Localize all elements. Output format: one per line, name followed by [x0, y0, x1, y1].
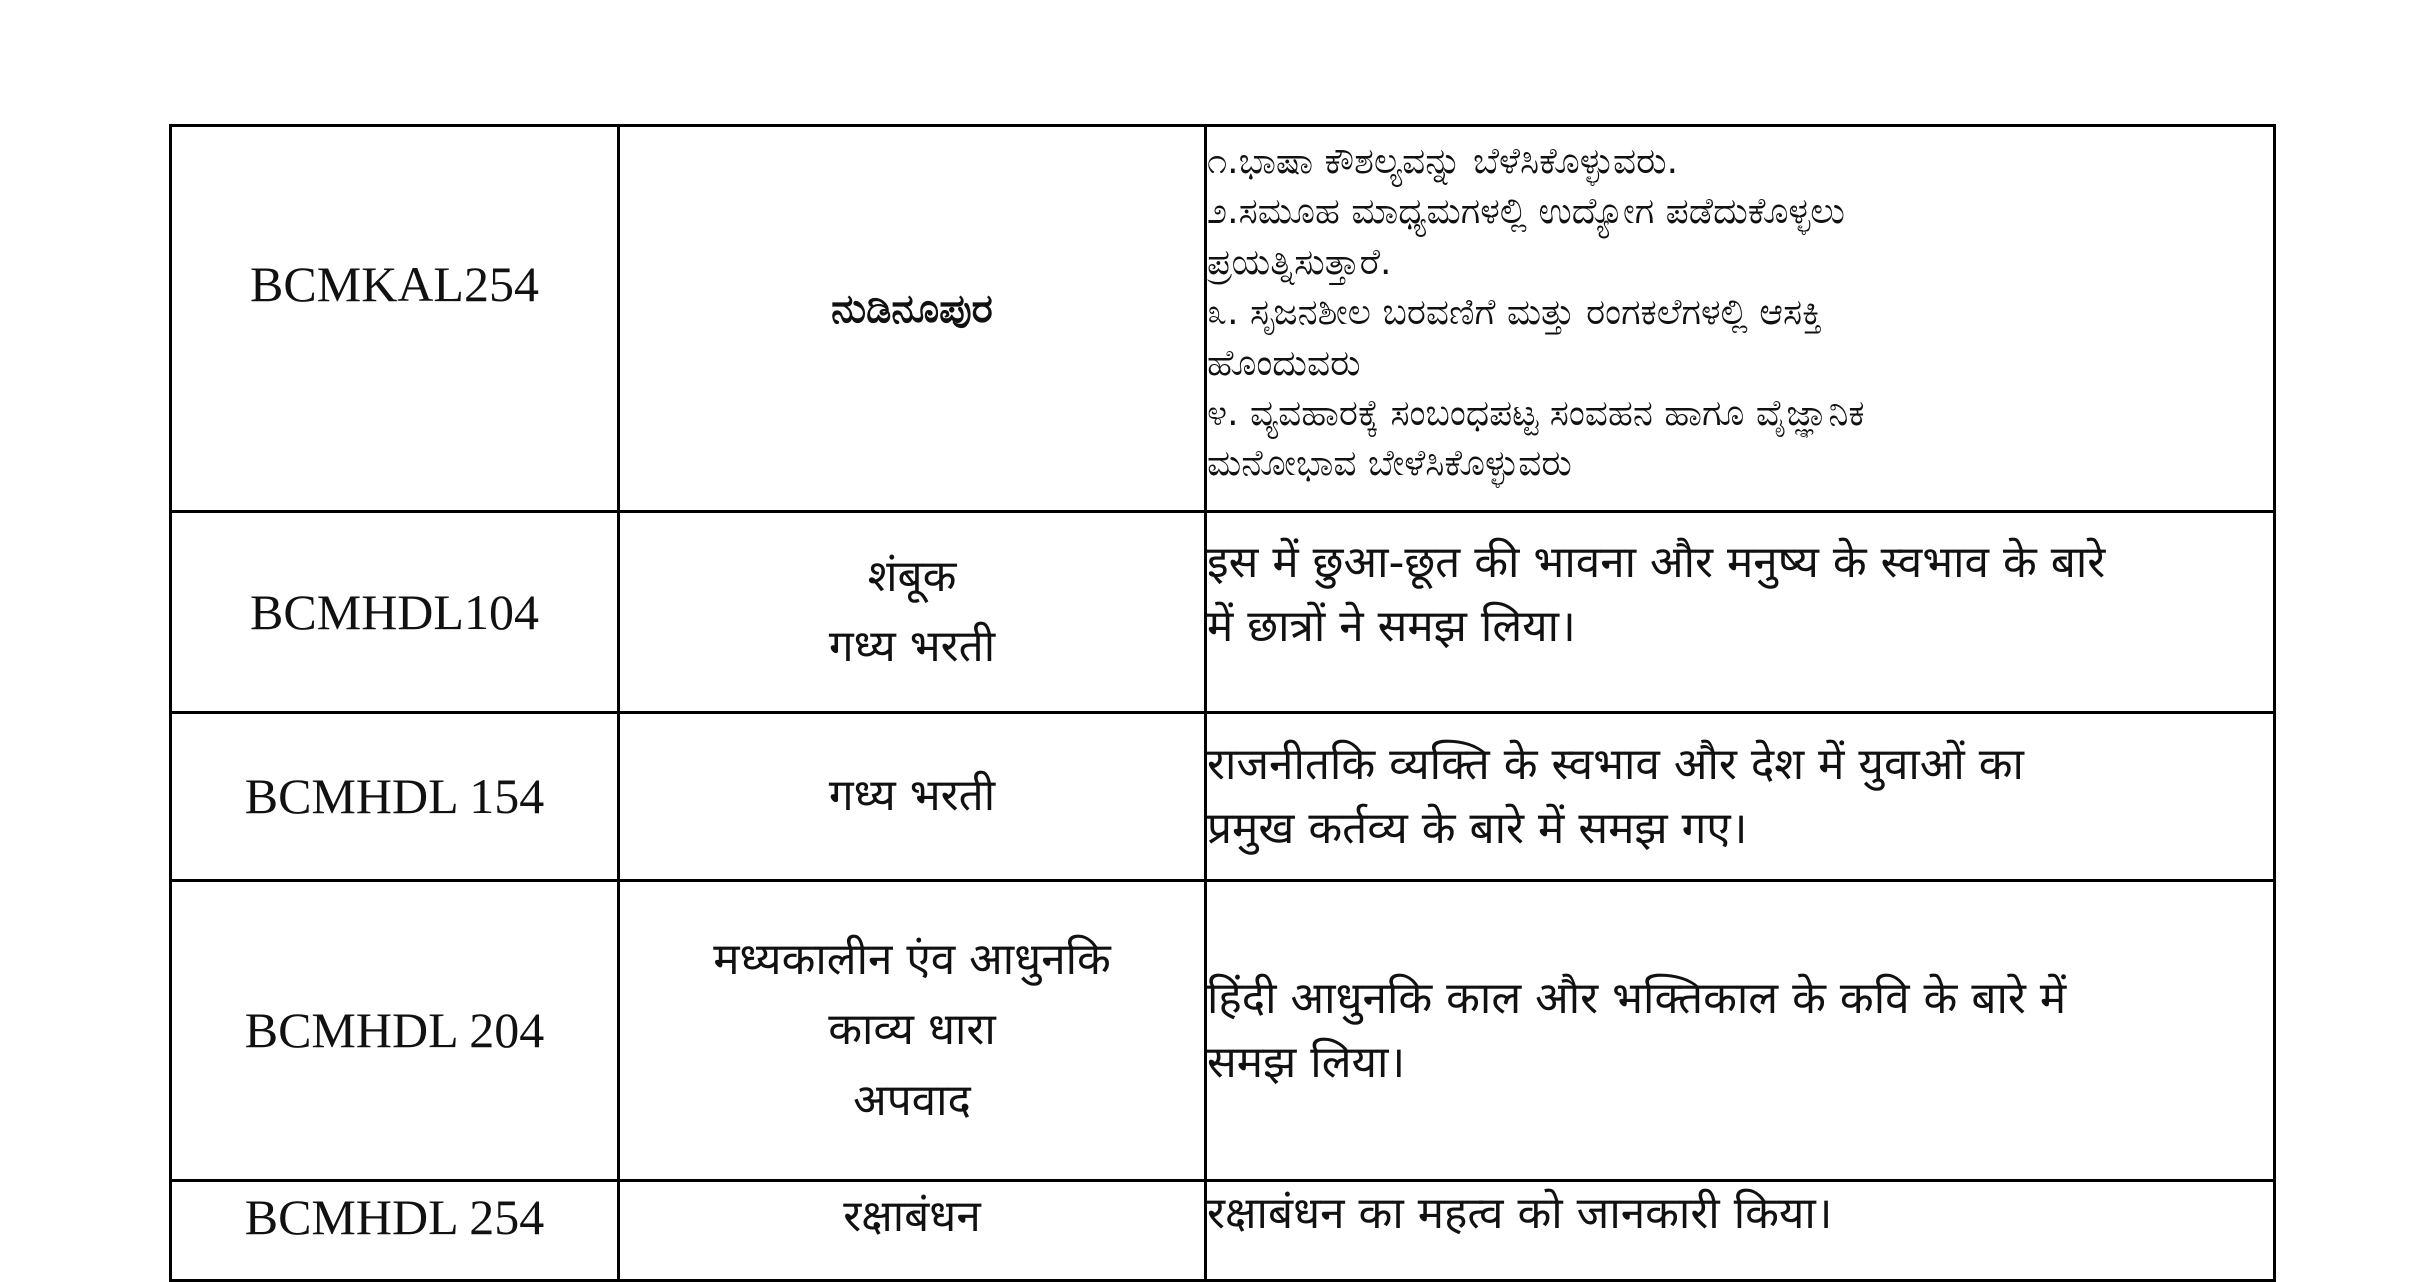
outcome-line: प्रमुख कर्तव्य के बारे में समझ गए।: [1207, 802, 1748, 854]
course-code-cell: [171, 1181, 619, 1281]
outcome-line: हिंदी आधुनकि काल और भक्तिकाल के कवि के बारे में: [1207, 972, 2067, 1024]
course-code: BCMHDL 254: [244, 1189, 545, 1245]
outcome-line: राजनीतकि व्यक्ति के स्वभाव और देश में युवाओं का: [1207, 738, 2024, 790]
outcome-line: इस में छुआ-छूत की भावना और मनुष्य के स्वभाव के बारे: [1207, 537, 2106, 588]
course-code-cell: [171, 126, 619, 512]
course-title-line: ನುಡಿನೂಪುರ: [831, 286, 993, 332]
course-outcome-cell: [1206, 881, 2275, 1181]
course-code-cell: [171, 881, 619, 1181]
course-title-line: रक्षाबंधन: [843, 1191, 981, 1242]
outcome-line: समझ लिया।: [1207, 1036, 1406, 1088]
course-title-line: काव्य धारा: [828, 1004, 996, 1056]
outcome-line: ಮನೋಭಾವ ಬೇಳೆಸಿಕೊಳ್ಳುವರು: [1207, 443, 1572, 485]
outcome-line: ೩. ಸೃಜನಶೀಲ ಬರವಣಿಗೆ ಮತ್ತು ರಂಗಕಲೆಗಳಲ್ಲಿ ಆಸಕ್ತಿ: [1207, 292, 1822, 334]
outcome-line: ೪. ವ್ಯವಹಾರಕ್ಕೆ ಸಂಬಂಧಪಟ್ಟ ಸಂವಹನ ಹಾಗೂ ವೈಜ್ಞಾನಿಕ: [1207, 392, 1865, 434]
course-title-cell: [619, 512, 1206, 713]
course-title-cell: [619, 713, 1206, 881]
outcome-line: ಹೊಂದುವರು: [1207, 342, 1361, 384]
table-row: [171, 881, 2275, 1181]
course-code-cell: [171, 713, 619, 881]
course-title-line: गध्य भरती: [828, 621, 996, 672]
outcome-line: रक्षाबंधन का महत्व को जानकारी किया।: [1207, 1188, 1833, 1239]
table-row: [171, 512, 2275, 713]
course-outcome-cell: [1206, 1181, 2275, 1281]
outcome-line: ಪ್ರಯತ್ನಿಸುತ್ತಾರೆ.: [1207, 241, 1392, 283]
course-title-cell: [619, 881, 1206, 1181]
course-code: BCMHDL 204: [244, 1002, 545, 1058]
course-outcome-cell: [1206, 126, 2275, 512]
course-outcome-cell: [1206, 512, 2275, 713]
course-title-cell: [619, 1181, 1206, 1281]
course-code: BCMHDL104: [250, 583, 539, 640]
outcome-line: ೧.ಭಾಷಾ ಕೌಶಲ್ಯವನ್ನು ಬೆಳೆಸಿಕೊಳ್ಳುವರು.: [1207, 141, 1679, 182]
course-title-line: अपवाद: [853, 1074, 971, 1126]
course-outcomes-table: [169, 124, 2276, 1282]
course-code: BCMHDL 154: [244, 768, 545, 824]
table-row: [171, 126, 2275, 512]
course-code: BCMKAL254: [250, 256, 539, 312]
outcome-line: ೨.ಸಮೂಹ ಮಾಧ್ಯಮಗಳಲ್ಲಿ ಉದ್ಯೋಗ ಪಡೆದುಕೊಳ್ಳಲು: [1207, 191, 1846, 233]
course-title-cell: [619, 126, 1206, 512]
course-title-line: शंबूक: [867, 550, 957, 602]
course-code-cell: [171, 512, 619, 713]
outcome-line: में छात्रों ने समझ लिया।: [1207, 600, 1576, 652]
table-row: [171, 1181, 2275, 1281]
course-title-line: गध्य भरती: [828, 770, 996, 822]
course-outcome-cell: [1206, 713, 2275, 881]
course-title-line: मध्यकालीन एंव आधुनकि: [713, 933, 1111, 985]
table-row: [171, 713, 2275, 881]
